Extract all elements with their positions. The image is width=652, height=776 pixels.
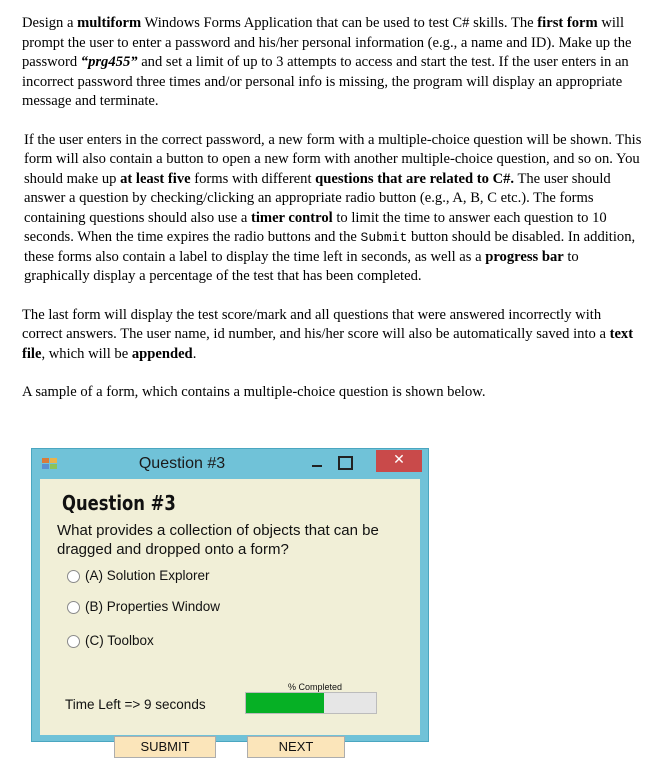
option-b-label: (B) Properties Window <box>85 599 221 614</box>
progress-bar <box>245 692 377 714</box>
minimize-icon[interactable] <box>310 457 324 471</box>
question-text: What provides a collection of objects that can be dragged and dropped onto a form? <box>57 522 379 558</box>
option-b[interactable] <box>67 599 220 614</box>
close-button[interactable]: ✕ <box>376 450 422 472</box>
emphasis: at least five <box>120 170 191 187</box>
percent-completed-label: % Completed <box>288 682 343 692</box>
emphasis: appended <box>131 345 193 362</box>
paragraph-4: A sample of a form, which contains a multiple-choice question is shown below. <box>22 384 486 400</box>
submit-button[interactable]: SUBMIT <box>114 736 216 758</box>
emphasis: “prg455” <box>80 54 138 70</box>
paragraph-3: The last form will display the test score/mark and all questions that were answered incorrectly with correct answers. The user name, id number, and his/her score will also be automatically saved into a text file, which will be appended. <box>22 306 634 362</box>
question-window <box>31 448 429 754</box>
form-client-area <box>40 479 420 754</box>
radio-button-a[interactable] <box>67 570 80 583</box>
option-c[interactable] <box>67 633 154 648</box>
title-bar <box>32 449 428 479</box>
code-term: Submit <box>360 230 408 245</box>
paragraph-1: Design a multiform Windows Forms Application that can be used to test C# skills. The first form will prompt the user to enter a password and his/her personal information (e.g., a name and ID). Make up the password “prg455” and set a limit of up to 3 attempts to access and start the test. If the user enters in an incorrect password three times and/or personal info is missing, the program will display an appropriate message and terminate. <box>22 15 632 109</box>
option-a-label: (A) Solution Explorer <box>85 568 210 583</box>
time-left-label: Time Left => 9 seconds <box>65 697 206 712</box>
option-c-label: (C) Toolbox <box>85 633 154 648</box>
assignment-text <box>22 14 644 422</box>
paragraph-2: If the user enters in the correct password, a new form with a multiple-choice question will be shown. This form will also contain a button to open a new form with another multiple-choice question, and so on. You should make up at least five forms with different questions that are related to C#. The user should answer a question by checking/clicking an appropriate radio button (e.g., A, B, C etc.). The forms containing questions should also use a timer control to limit the time to answer each question to 10 seconds. When the time expires the radio buttons and the Submit button should be disabled. In addition, these forms also contain a label to display the time left in seconds, as well as a progress bar to graphically display a percentage of the test that has been completed. <box>24 131 642 284</box>
emphasis: first form <box>537 15 598 31</box>
question-heading: Question #3 <box>62 491 176 515</box>
emphasis: multiform <box>77 15 142 31</box>
emphasis: text file <box>22 326 634 362</box>
option-a[interactable] <box>67 568 210 583</box>
emphasis: timer control <box>251 209 333 226</box>
radio-button-b[interactable] <box>67 601 80 614</box>
maximize-icon[interactable] <box>338 456 353 470</box>
window-title: Question #3 <box>138 455 226 472</box>
emphasis: progress bar <box>485 248 564 265</box>
radio-button-c[interactable] <box>67 635 80 648</box>
emphasis: questions that are related to C#. <box>315 170 515 187</box>
progress-fill <box>246 693 324 713</box>
next-button[interactable]: NEXT <box>247 736 345 758</box>
